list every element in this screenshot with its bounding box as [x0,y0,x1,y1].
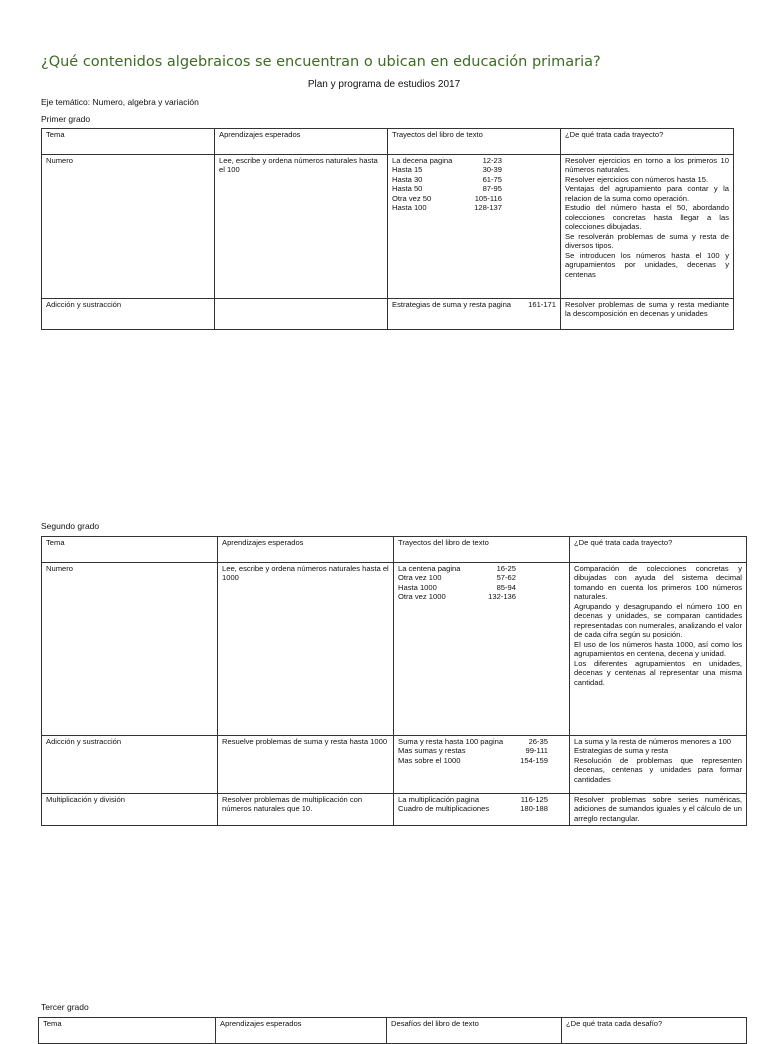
grade-1-label: Primer grado [41,114,91,124]
cell-trata [570,563,747,736]
trayecto-item: Estrategias de suma y resta pagina 161-171 [392,300,556,309]
header-trayectos: Trayectos del libro de texto [388,129,561,155]
grade-3-table [38,1017,747,1044]
cell-aprendizaje: Resuelve problemas de suma y resta hasta 1000 [218,736,394,794]
table-header-row [42,129,734,155]
trata-line: El uso de los números hasta 1000, así como los agrupamientos en centena, decena y unidad. [574,639,742,659]
trayecto-item: La decena pagina 12-23 [392,156,502,165]
cell-aprendizaje [215,299,388,330]
cell-trata [561,155,734,299]
trayecto-item: La centena pagina 16-25 [398,564,516,573]
grade-1-table [41,128,734,330]
cell-trata [570,736,747,794]
trayecto-item: Mas sobre el 1000 154-159 [398,755,548,765]
trata-line: Resolver ejercicios en torno a los primeros 10 números naturales. [565,156,729,175]
trata-line: Estudio del número hasta el 50, abordando colecciones concretas hasta llegar a las colecciones dibujadas. [565,203,729,232]
header-tema: Tema [42,129,215,155]
eje-tematico: Eje temático: Numero, algebra y variación [41,97,199,107]
cell-tema: Adicción y sustracción [42,736,218,794]
trayecto-item: Otra vez 50 105-116 [392,193,502,203]
table-row [42,155,734,299]
header-aprendizajes: Aprendizajes esperados [215,129,388,155]
header-trata: ¿De qué trata cada trayecto? [570,537,747,563]
trata-line: Resolución de problemas que representen decenas, centenas y unidades para formar cantidades [574,755,742,784]
header-aprendizajes: Aprendizajes esperados [216,1018,387,1044]
trata-line: Los diferentes agrupamientos en unidades, decenas y centenas al representar una misma cantidad. [574,658,742,687]
cell-tema: Adicción y sustracción [42,299,215,330]
trayecto-item: Otra vez 100 57-62 [398,573,516,583]
trata-line: Agrupando y desagrupando el número 100 en decenas y unidades, se comparan cantidades representadas con numerales, analizando el valor de cada cifra según su posición. [574,601,743,640]
table-row [42,736,747,794]
trayecto-item: Hasta 15 30-39 [392,165,502,175]
trata-line: Ventajas del agrupamiento para contar y la relacion de la suma como operación. [565,184,729,203]
page-title: ¿Qué contenidos algebraicos se encuentran o ubican en educación primaria? [41,54,601,70]
table-row [42,794,747,826]
trayecto-item: Hasta 100 128-137 [392,203,502,213]
header-tema: Tema [42,537,218,563]
cell-tema: Numero [42,155,215,299]
trayecto-item: Hasta 1000 85-94 [398,582,516,592]
grade-2-label: Segundo grado [41,521,100,531]
trata-line: La suma y la resta de números menores a 100 [574,737,732,746]
trayecto-item: Suma y resta hasta 100 pagina 26-35 [398,737,548,746]
header-aprendizajes: Aprendizajes esperados [218,537,394,563]
trata-line: Resolver ejercicios con números hasta 15. [565,174,709,184]
trata-line: Se resolverán problemas de suma y resta de diversos tipos. [565,231,729,251]
trayecto-item: Hasta 50 87-95 [392,184,502,194]
cell-aprendizaje: Resolver problemas de multiplicación con números naturales que 10. [218,794,394,826]
table-row [42,299,734,330]
cell-trayectos [388,155,561,299]
cell-trayectos [388,299,561,330]
cell-tema: Numero [42,563,218,736]
cell-aprendizaje: Lee, escribe y ordena números naturales hasta el 1000 [218,563,394,736]
header-trayectos: Trayectos del libro de texto [394,537,570,563]
trata-line: Estrategias de suma y resta [574,746,669,756]
cell-trayectos [394,563,570,736]
trayecto-item: Cuadro de multiplicaciones 180-188 [398,804,548,814]
cell-tema: Multiplicación y división [42,794,218,826]
header-tema: Tema [39,1018,216,1044]
header-desafios: Desafíos del libro de texto [387,1018,562,1044]
page-subtitle: Plan y programa de estudios 2017 [307,79,461,90]
table-header-row [39,1018,747,1044]
trata-line: Se introducen los números hasta el 100 y agrupamientos por unidades, decenas y centenas [565,250,729,279]
trayecto-item: La multiplicación pagina 116-125 [398,795,548,804]
table-header-row [42,537,747,563]
trata-line: Comparación de colecciones concretas y dibujadas con ayuda del sistema decimal tomando en cuenta los primeros 100 números naturales. [574,564,742,602]
table-row [42,563,747,736]
header-trata: ¿De qué trata cada trayecto? [561,129,734,155]
cell-trata [561,299,734,330]
trayecto-item: Hasta 30 61-75 [392,174,502,184]
trayecto-item: Otra vez 1000 132-136 [398,592,516,602]
cell-trata [570,794,747,826]
grade-3-label: Tercer grado [41,1002,89,1012]
trata-line: Resolver problemas sobre series numéricas, adiciones de sumandos iguales y el cálculo de un arreglo rectangular. [574,795,742,823]
cell-aprendizaje: Lee, escribe y ordena números naturales hasta el 100 [215,155,388,299]
trayecto-item: Mas sumas y restas 99-111 [398,746,548,756]
cell-trayectos [394,794,570,826]
header-trata: ¿De qué trata cada desafío? [562,1018,747,1044]
cell-trayectos [394,736,570,794]
grade-2-table [41,536,747,826]
trata-line: Resolver problemas de suma y resta mediante la descomposición en decenas y unidades [565,300,729,319]
